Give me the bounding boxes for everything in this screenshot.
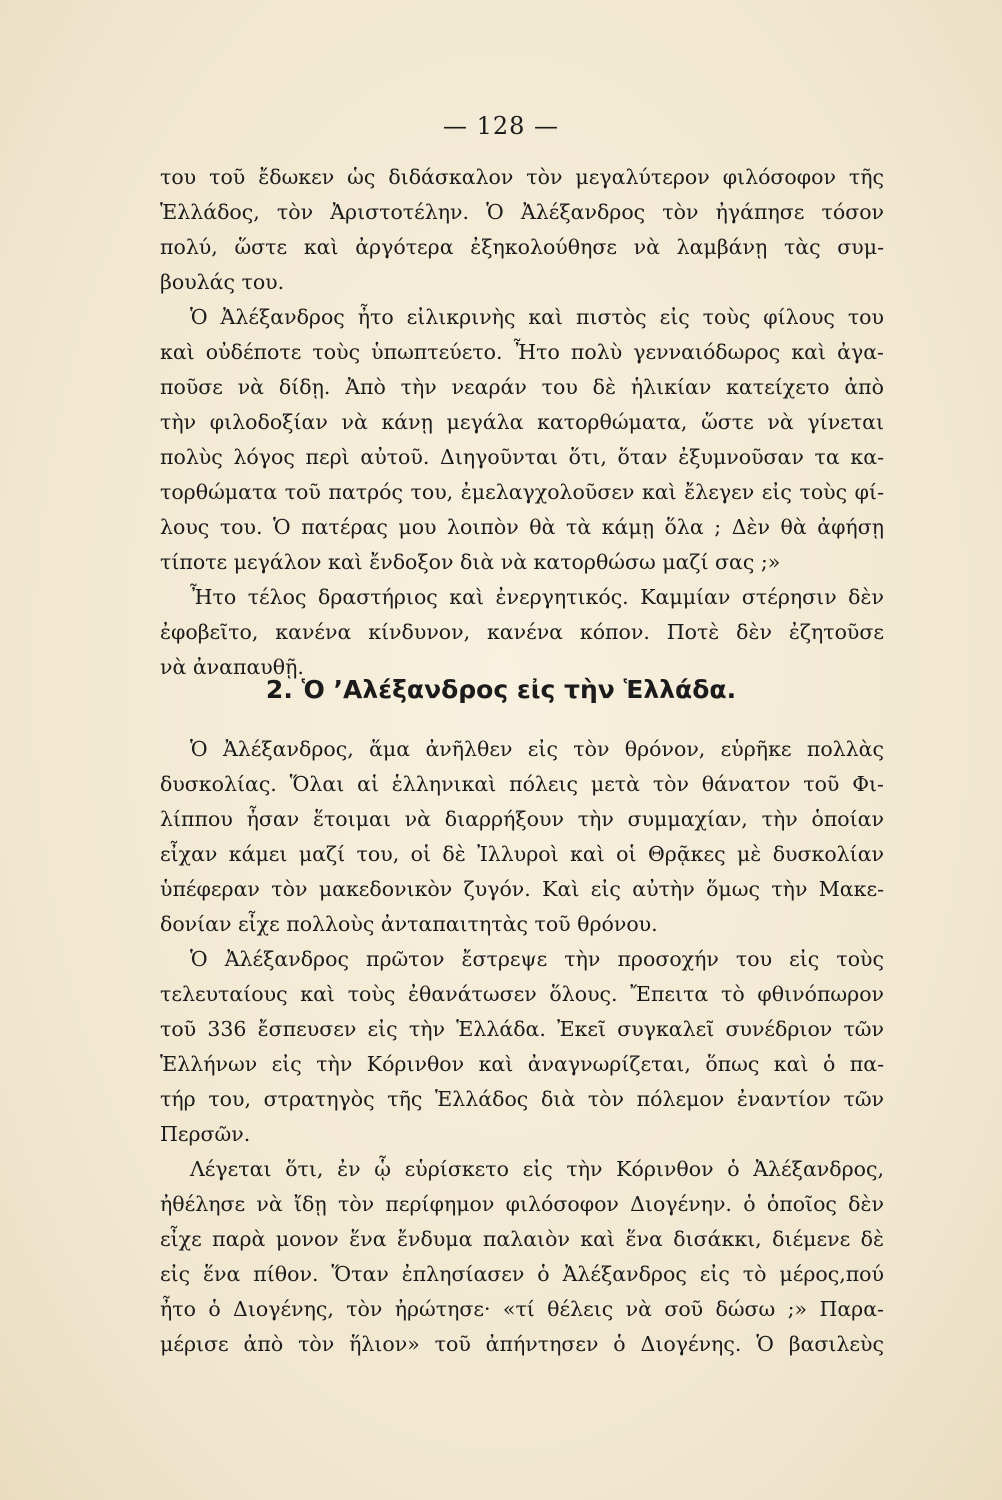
text-line: ποῦσε νὰ δίδῃ. Ἀπὸ τὴν νεαράν του δὲ ἡλικίαν κατείχετο ἀπὸ bbox=[160, 375, 884, 399]
text-line: πολύ, ὥστε καὶ ἀργότερα ἐξηκολούθησε νὰ λαμβάνῃ τὰς συμ- bbox=[160, 235, 884, 259]
text-line: Ἦτο τέλος δραστήριος καὶ ἐνεργητικός. Καμμίαν στέρησιν δὲν bbox=[190, 585, 884, 609]
text-line: δυσκολίας. Ὅλαι αἱ ἑλληνικαὶ πόλεις μετὰ τὸν θάνατον τοῦ Φι- bbox=[160, 772, 884, 796]
text-line: βουλάς του. bbox=[160, 270, 285, 294]
text-line: δονίαν εἶχε πολλοὺς ἀνταπαιτητὰς τοῦ θρόνου. bbox=[160, 912, 658, 936]
text-line: Ἑλλάδος, τὸν Ἀριστοτέλην. Ὁ Ἀλέξανδρος τὸν ἠγάπησε τόσον bbox=[160, 200, 884, 224]
text-line: εἶχαν κάμει μαζί του, οἱ δὲ Ἰλλυροὶ καὶ οἱ Θρᾷκες μὲ δυσκολίαν bbox=[160, 842, 884, 866]
text-line: Ὁ Ἀλέξανδρος, ἅμα ἀνῆλθεν εἰς τὸν θρόνον, εὑρῆκε πολλὰς bbox=[190, 737, 884, 761]
text-line: του τοῦ ἔδωκεν ὡς διδάσκαλον τὸν μεγαλύτερον φιλόσοφον τῆς bbox=[160, 165, 884, 189]
text-line: Ἑλλήνων εἰς τὴν Κόρινθον καὶ ἀναγνωρίζεται, ὅπως καὶ ὁ πα- bbox=[160, 1052, 884, 1076]
text-line: λους του. Ὁ πατέρας μου λοιπὸν θὰ τὰ κάμῃ ὅλα ; Δὲν θὰ ἀφήσῃ bbox=[160, 515, 884, 539]
paragraph-block-2 bbox=[160, 732, 884, 1362]
text-line: ἠθέλησε νὰ ἴδῃ τὸν περίφημον φιλόσοφον Διογένην. ὁ ὁποῖος δὲν bbox=[160, 1192, 884, 1216]
text-line: τὴν φιλοδοξίαν νὰ κάνῃ μεγάλα κατορθώματα, ὥστε νὰ γίνεται bbox=[160, 410, 884, 434]
text-line: Λέγεται ὅτι, ἐν ᾧ εὑρίσκετο εἰς τὴν Κόρινθον ὁ Ἀλέξανδρος, bbox=[190, 1157, 884, 1181]
paragraph-block-1 bbox=[160, 160, 884, 685]
text-line: ἐφοβεῖτο, κανένα κίνδυνον, κανένα κόπον. Ποτὲ δὲν ἐζητοῦσε bbox=[160, 620, 884, 644]
text-line: εἶχε παρὰ μονον ἕνα ἔνδυμα παλαιὸν καὶ ἕνα δισάκκι, διέμενε δὲ bbox=[160, 1227, 884, 1251]
text-line: νὰ ἀναπαυθῇ. bbox=[160, 655, 304, 679]
text-line: πολὺς λόγος περὶ αὐτοῦ. Διηγοῦνται ὅτι, ὅταν ἐξυμνοῦσαν τα κα- bbox=[160, 445, 884, 469]
text-line: τελευταίους καὶ τοὺς ἐθανάτωσεν ὅλους. Ἔπειτα τὸ φθινόπωρον bbox=[160, 982, 884, 1006]
text-line: εἰς ἕνα πίθον. Ὅταν ἐπλησίασεν ὁ Ἀλέξανδρος εἰς τὸ μέρος,πού bbox=[160, 1262, 884, 1286]
text-line: τορθώματα τοῦ πατρός του, ἐμελαγχολοῦσεν καὶ ἔλεγεν εἰς τοὺς φί- bbox=[160, 480, 884, 504]
page-number: — 128 — bbox=[442, 112, 560, 140]
text-line: ὑπέφεραν τὸν μακεδονικὸν ζυγόν. Καὶ εἰς αὐτὴν ὅμως τὴν Μακε- bbox=[160, 877, 884, 901]
text-line: Ὁ Ἀλέξανδρος πρῶτον ἔστρεψε τὴν προσοχήν του εἰς τοὺς bbox=[190, 947, 884, 971]
text-line: Περσῶν. bbox=[160, 1122, 251, 1146]
text-line: τίποτε μεγάλον καὶ ἔνδοξον διὰ νὰ κατορθώσω μαζί σας ;» bbox=[160, 550, 781, 574]
text-line: Ὁ Ἀλέξανδρος ἦτο εἰλικρινὴς καὶ πιστὸς εἰς τοὺς φίλους του bbox=[190, 305, 884, 329]
section-heading: 2. Ὁ ’Αλέξανδρος εἰς τὴν Ἑλλάδα. bbox=[265, 675, 737, 704]
text-line: ἦτο ὁ Διογένης, τὸν ἠρώτησε· «τί θέλεις νὰ σοῦ δώσω ;» Παρα- bbox=[160, 1297, 884, 1321]
text-line: τοῦ 336 ἔσπευσεν εἰς τὴν Ἑλλάδα. Ἐκεῖ συγκαλεῖ συνέδριον τῶν bbox=[160, 1017, 884, 1041]
text-line: λίππου ἦσαν ἕτοιμαι νὰ διαρρήξουν τὴν συμμαχίαν, τὴν ὁποίαν bbox=[160, 807, 884, 831]
text-line: τήρ του, στρατηγὸς τῆς Ἑλλάδος διὰ τὸν πόλεμον ἐναντίον τῶν bbox=[160, 1087, 884, 1111]
text-line: καὶ οὐδέποτε τοὺς ὑπωπτεύετο. Ἦτο πολὺ γενναιόδωρος καὶ ἀγα- bbox=[160, 340, 884, 364]
text-line: μέρισε ἀπὸ τὸν ἥλιον» τοῦ ἀπήντησεν ὁ Διογένης. Ὁ βασιλεὺς bbox=[160, 1332, 884, 1356]
